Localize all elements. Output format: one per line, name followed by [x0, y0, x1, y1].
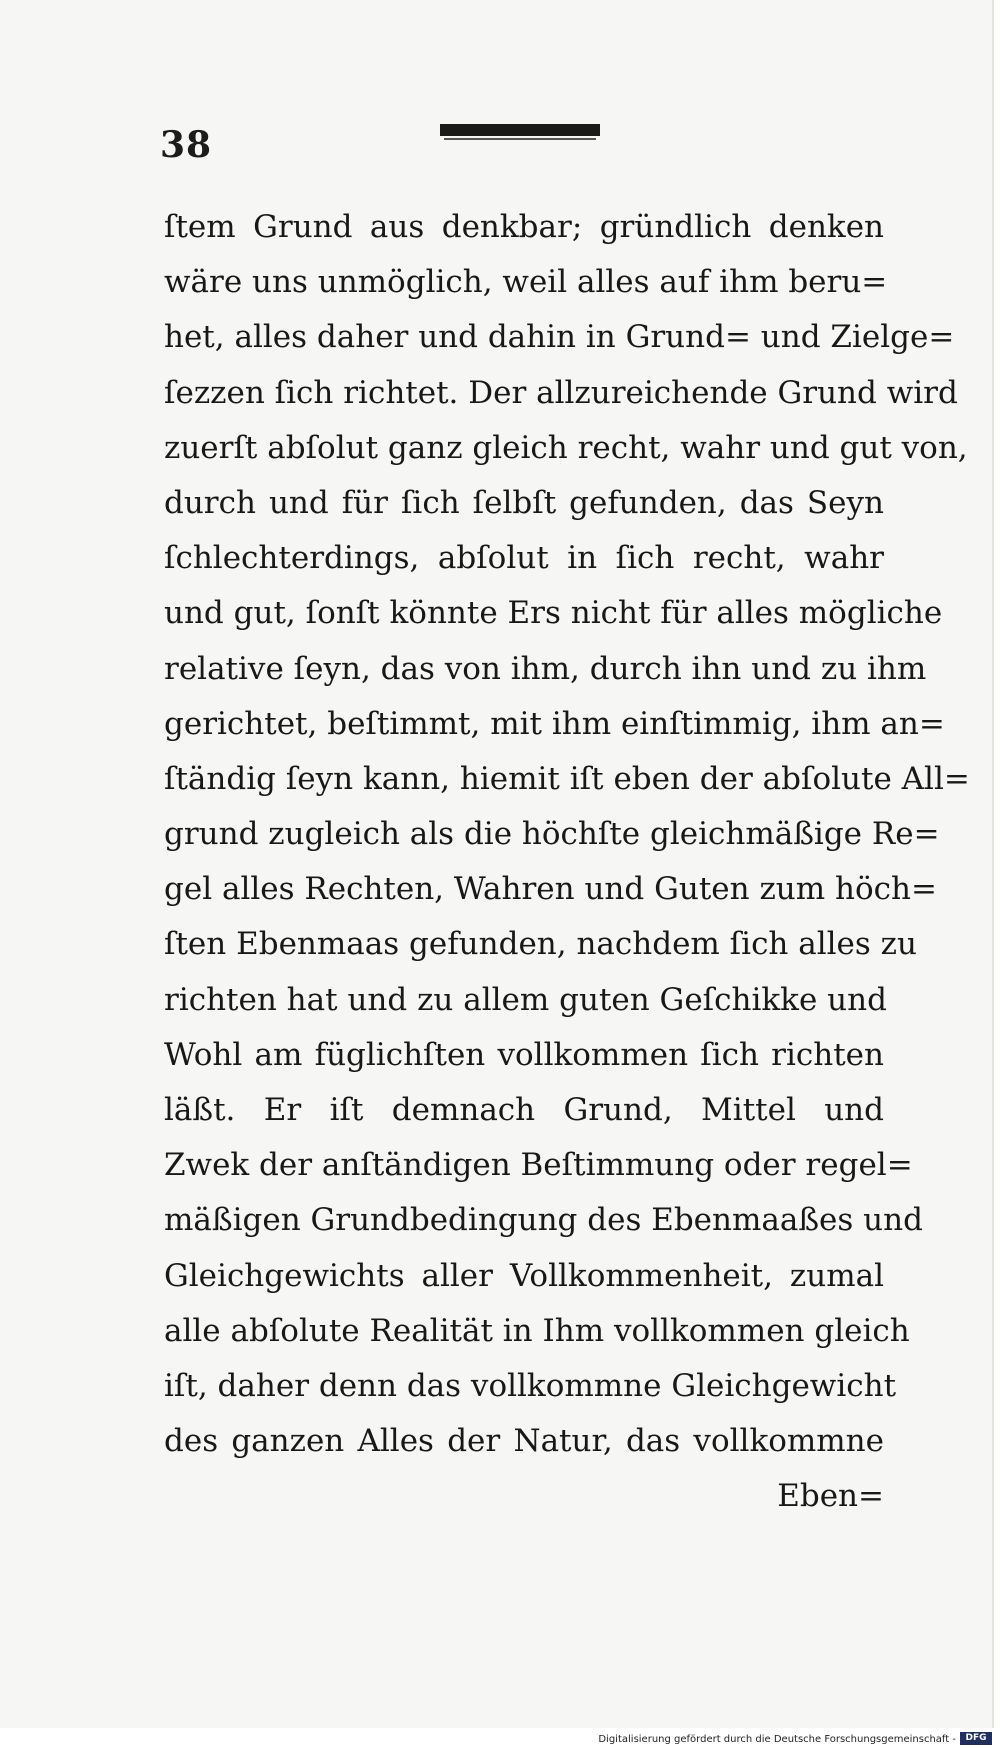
text-line: und gut, ſonſt könnte Ers nicht für alles mögliche	[164, 595, 943, 632]
text-line: gel alles Rechten, Wahren und Guten zum höch=	[164, 871, 937, 908]
text-line: ſten Ebenmaas gefunden, nachdem ſich alles zu	[164, 926, 917, 963]
footer-bar	[0, 1728, 1000, 1748]
page-number: 38	[160, 124, 213, 166]
text-line: het, alles daher und dahin in Grund= und Zielge=	[164, 319, 955, 356]
text-line: richten hat und zu allem guten Geſchikke und	[164, 981, 887, 1018]
catchword: Eben=	[777, 1478, 884, 1515]
text-line: Zwek der anſtändigen Beſtimmung oder regel=	[164, 1147, 913, 1184]
text-line: zuerſt abſolut ganz gleich recht, wahr und gut von,	[164, 429, 968, 466]
text-line: iſt, daher denn das vollkommne Gleichgewicht	[164, 1367, 897, 1404]
text-line: grund zugleich als die höchſte gleichmäßige Re=	[164, 816, 940, 853]
text-line: läßt. Er iſt demnach Grund, Mittel und	[164, 1092, 884, 1128]
text-line: mäßigen Grundbedingung des Ebenmaaßes und	[164, 1202, 923, 1239]
text-line: Gleichgewichts aller Vollkommenheit, zumal	[164, 1257, 884, 1294]
dfg-logo-icon: DFG	[960, 1732, 992, 1745]
text-line: wäre uns unmöglich, weil alles auf ihm beru=	[164, 264, 888, 301]
text-line: gerichtet, beſtimmt, mit ihm einſtimmig, ihm an=	[164, 705, 945, 742]
text-line: durch und für ſich ſelbſt gefunden, das Seyn	[164, 484, 884, 521]
text-line: ſtändig ſeyn kann, hiemit iſt eben der abſolute All=	[164, 760, 970, 797]
text-line: alle abſolute Realität in Ihm vollkommen gleich	[164, 1312, 910, 1349]
text-line: relative ſeyn, das von ihm, durch ihn und zu ihm	[164, 650, 927, 687]
header-ornament	[440, 124, 600, 136]
text-line: ſezzen ſich richtet. Der allzureichende Grund wird	[164, 374, 958, 411]
text-line: Wohl am füglichſten vollkommen ſich richten	[164, 1036, 884, 1073]
body-text	[164, 200, 970, 1525]
text-line: ſchlechterdings, abſolut in ſich recht, wahr	[164, 540, 884, 577]
text-line: des ganzen Alles der Natur, das vollkommne	[164, 1423, 884, 1460]
text-line: ſtem Grund aus denkbar; gründlich denken	[164, 209, 884, 245]
funding-notice: Digitalisierung gefördert durch die Deutsche Forschungsgemeinschaft -	[598, 1734, 956, 1745]
